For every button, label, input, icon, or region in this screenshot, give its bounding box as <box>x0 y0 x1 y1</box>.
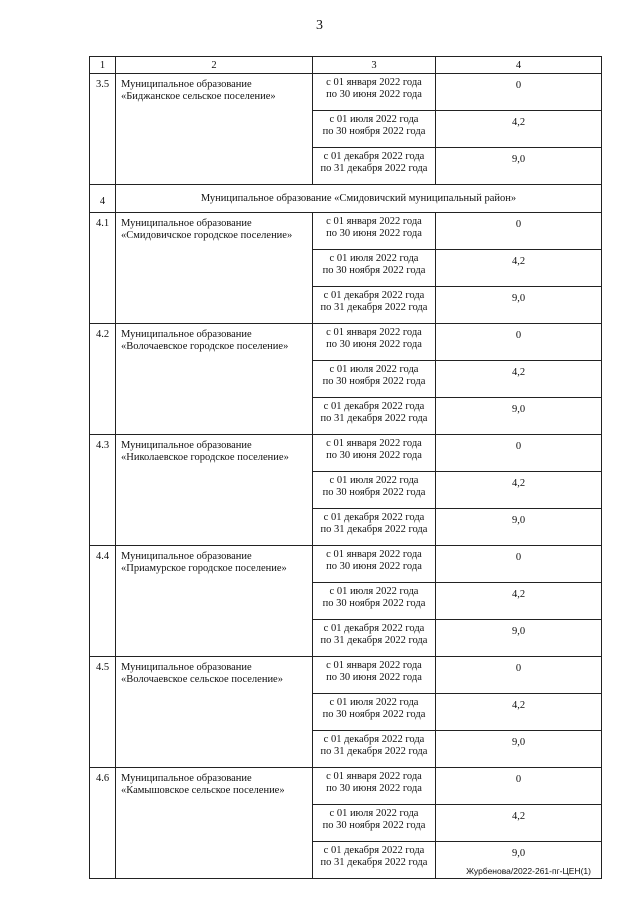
period-cell <box>313 148 436 185</box>
period-cell <box>313 768 436 805</box>
period-end: по 30 июня 2022 года <box>326 228 422 239</box>
period-end: по 30 ноября 2022 года <box>322 126 426 137</box>
municipality-name-line2: «Приамурское городское поселение» <box>121 563 287 574</box>
municipality-name-line1: Муниципальное образование <box>121 218 252 229</box>
value-cell: 9,0 <box>436 731 602 768</box>
period-start: с 01 января 2022 года <box>326 438 422 449</box>
value-cell: 0 <box>436 657 602 694</box>
period-cell <box>313 583 436 620</box>
municipality-name <box>116 324 313 435</box>
period-end: по 30 ноября 2022 года <box>322 487 426 498</box>
period-start: с 01 декабря 2022 года <box>323 845 425 856</box>
period-cell <box>313 805 436 842</box>
municipality-name <box>116 213 313 324</box>
period-end: по 31 декабря 2022 года <box>320 857 428 868</box>
municipality-name-line1: Муниципальное образование <box>121 440 252 451</box>
period-start: с 01 июля 2022 года <box>329 808 419 819</box>
header-cell: 4 <box>436 57 602 74</box>
period-start: с 01 июля 2022 года <box>329 253 419 264</box>
tariff-table <box>89 56 602 879</box>
municipality-name-line2: «Николаевское городское поселение» <box>121 452 289 463</box>
period-start: с 01 декабря 2022 года <box>323 290 425 301</box>
period-end: по 30 июня 2022 года <box>326 339 422 350</box>
period-end: по 30 июня 2022 года <box>326 561 422 572</box>
row-number: 4 <box>90 185 116 213</box>
header-cell: 1 <box>90 57 116 74</box>
period-cell <box>313 111 436 148</box>
period-end: по 31 декабря 2022 года <box>320 413 428 424</box>
period-end: по 30 ноября 2022 года <box>322 820 426 831</box>
municipality-name-line2: «Волочаевское сельское поселение» <box>121 674 283 685</box>
table-row <box>90 768 602 805</box>
value-cell: 4,2 <box>436 583 602 620</box>
period-start: с 01 января 2022 года <box>326 77 422 88</box>
period-cell <box>313 731 436 768</box>
row-number: 4.3 <box>90 435 116 546</box>
table-row <box>90 74 602 111</box>
period-start: с 01 июля 2022 года <box>329 586 419 597</box>
period-cell <box>313 398 436 435</box>
period-end: по 31 декабря 2022 года <box>320 746 428 757</box>
period-start: с 01 июля 2022 года <box>329 114 419 125</box>
municipality-name <box>116 768 313 879</box>
period-end: по 31 декабря 2022 года <box>320 163 428 174</box>
period-end: по 30 ноября 2022 года <box>322 709 426 720</box>
period-end: по 30 ноября 2022 года <box>322 265 426 276</box>
value-cell: 4,2 <box>436 250 602 287</box>
period-end: по 30 июня 2022 года <box>326 672 422 683</box>
period-start: с 01 декабря 2022 года <box>323 734 425 745</box>
table-row <box>90 213 602 250</box>
municipality-name-line1: Муниципальное образование <box>121 662 252 673</box>
municipality-name-line2: «Волочаевское городское поселение» <box>121 341 289 352</box>
row-number: 4.1 <box>90 213 116 324</box>
value-cell: 9,0 <box>436 148 602 185</box>
value-cell: 4,2 <box>436 111 602 148</box>
table-row <box>90 324 602 361</box>
value-cell: 4,2 <box>436 694 602 731</box>
period-cell <box>313 546 436 583</box>
period-cell <box>313 842 436 879</box>
municipality-name-line2: «Биджанское сельское поселение» <box>121 91 276 102</box>
period-start: с 01 декабря 2022 года <box>323 151 425 162</box>
value-cell: 4,2 <box>436 472 602 509</box>
row-number: 4.5 <box>90 657 116 768</box>
period-cell <box>313 694 436 731</box>
municipality-name <box>116 546 313 657</box>
period-start: с 01 декабря 2022 года <box>323 401 425 412</box>
period-end: по 30 июня 2022 года <box>326 450 422 461</box>
period-cell <box>313 657 436 694</box>
period-start: с 01 января 2022 года <box>326 549 422 560</box>
value-cell: 9,0 <box>436 287 602 324</box>
period-end: по 30 ноября 2022 года <box>322 376 426 387</box>
value-cell: 0 <box>436 546 602 583</box>
period-cell <box>313 213 436 250</box>
header-cell: 2 <box>116 57 313 74</box>
period-start: с 01 декабря 2022 года <box>323 623 425 634</box>
municipality-name-line1: Муниципальное образование <box>121 79 252 90</box>
row-number: 4.6 <box>90 768 116 879</box>
value-cell: 0 <box>436 768 602 805</box>
period-cell <box>313 287 436 324</box>
period-start: с 01 января 2022 года <box>326 771 422 782</box>
document-footer-code: Журбенова/2022-261-пг-ЦЕН(1) <box>466 866 591 876</box>
period-cell <box>313 324 436 361</box>
period-end: по 31 декабря 2022 года <box>320 302 428 313</box>
period-end: по 31 декабря 2022 года <box>320 635 428 646</box>
period-end: по 30 ноября 2022 года <box>322 598 426 609</box>
municipality-name-line1: Муниципальное образование <box>121 551 252 562</box>
value-cell: 0 <box>436 324 602 361</box>
value-cell: 9,0 <box>436 509 602 546</box>
period-cell <box>313 620 436 657</box>
municipality-name-line1: Муниципальное образование <box>121 329 252 340</box>
table-row <box>90 435 602 472</box>
municipality-name-line1: Муниципальное образование <box>121 773 252 784</box>
value-cell: 9,0 <box>436 620 602 657</box>
district-name: Муниципальное образование «Смидовичский муниципальный район» <box>116 185 602 213</box>
row-number: 4.2 <box>90 324 116 435</box>
period-cell <box>313 361 436 398</box>
period-start: с 01 декабря 2022 года <box>323 512 425 523</box>
period-end: по 31 декабря 2022 года <box>320 524 428 535</box>
period-start: с 01 января 2022 года <box>326 660 422 671</box>
municipality-name <box>116 74 313 185</box>
value-cell: 4,2 <box>436 805 602 842</box>
period-cell <box>313 250 436 287</box>
value-cell: 4,2 <box>436 361 602 398</box>
period-cell <box>313 509 436 546</box>
period-start: с 01 января 2022 года <box>326 327 422 338</box>
header-cell: 3 <box>313 57 436 74</box>
period-cell <box>313 74 436 111</box>
value-cell: 9,0 <box>436 398 602 435</box>
period-end: по 30 июня 2022 года <box>326 783 422 794</box>
period-cell <box>313 472 436 509</box>
value-cell: 0 <box>436 213 602 250</box>
period-cell <box>313 435 436 472</box>
municipality-name-line2: «Камышовское сельское поселение» <box>121 785 285 796</box>
period-end: по 30 июня 2022 года <box>326 89 422 100</box>
period-start: с 01 июля 2022 года <box>329 697 419 708</box>
municipality-name <box>116 435 313 546</box>
value-cell: 0 <box>436 74 602 111</box>
municipality-name-line2: «Смидовичское городское поселение» <box>121 230 293 241</box>
table-header-row <box>90 57 602 74</box>
table-row <box>90 657 602 694</box>
municipality-name <box>116 657 313 768</box>
district-row <box>90 185 602 213</box>
value-cell: 9,0 <box>436 842 602 879</box>
period-start: с 01 июля 2022 года <box>329 475 419 486</box>
row-number: 3.5 <box>90 74 116 185</box>
row-number: 4.4 <box>90 546 116 657</box>
period-start: с 01 января 2022 года <box>326 216 422 227</box>
value-cell: 0 <box>436 435 602 472</box>
table-row <box>90 546 602 583</box>
period-start: с 01 июля 2022 года <box>329 364 419 375</box>
page-number: 3 <box>316 18 323 33</box>
